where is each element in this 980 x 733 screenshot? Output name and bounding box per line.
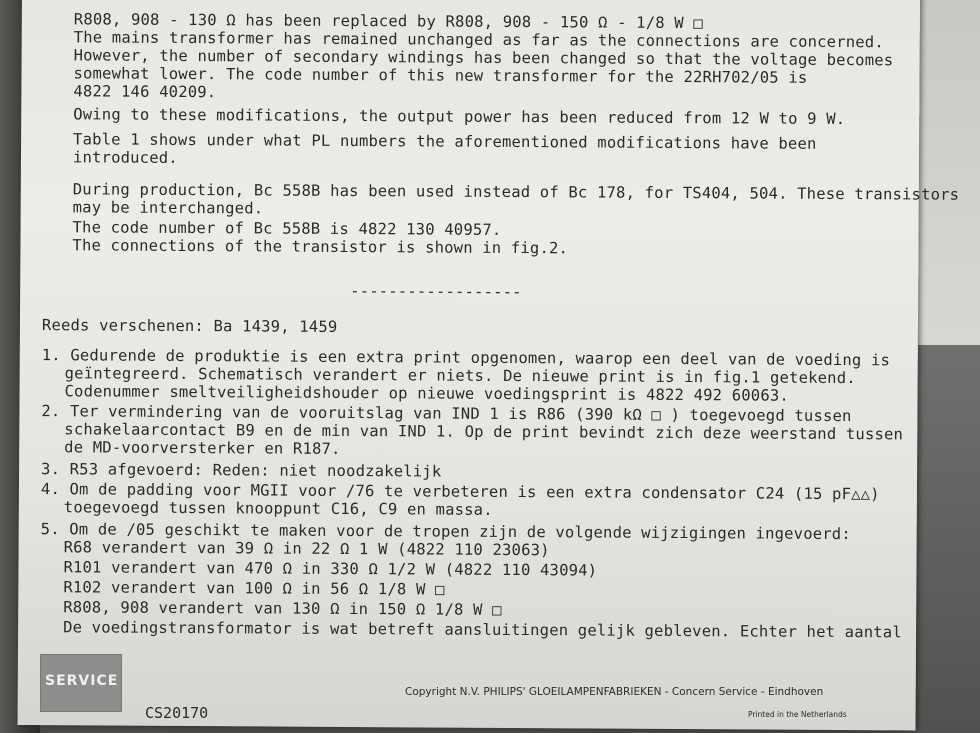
- service-logo-text: SERVICE: [45, 673, 119, 689]
- english-line-10: may be interchanged.: [72, 198, 264, 218]
- dutch-line-9: toegevoegd tussen knooppunt C16, C9 en massa.: [63, 498, 493, 519]
- english-line-4: somewhat lower. The code number of this new transformer for the 22RH702/05 is: [73, 64, 808, 87]
- english-line-8: introduced.: [72, 148, 178, 167]
- section-separator: ------------------: [350, 282, 522, 302]
- dutch-line-2: geïntegreerd. Schematisch verandert er niets. De nieuwe print is in fig.1 getekend.: [64, 364, 856, 388]
- english-line-7: Table 1 shows under what PL numbers the aforementioned modifications have been: [73, 130, 817, 153]
- dutch-line-12: R101 verandert van 470 Ω in 330 Ω 1/2 W (4822 110 43094): [63, 558, 598, 580]
- service-logo: [40, 654, 122, 712]
- english-line-11: The code number of Bc 558B is 4822 130 40957.: [72, 218, 502, 239]
- dutch-line-5: schakelaarcontact B9 en de min van IND 1. Op de print bevindt zich deze weerstand tussen: [64, 420, 904, 444]
- dutch-line-14: R808, 908 verandert van 130 Ω in 150 Ω 1/8 W □: [63, 598, 502, 619]
- english-line-9: During production, Bc 558B has been used instead of Bc 178, for TS404, 504. These transistors: [72, 180, 960, 204]
- document-page: [18, 0, 960, 730]
- dutch-heading: Reeds verschenen: Ba 1439, 1459: [41, 316, 338, 336]
- dutch-line-7: 3. R53 afgevoerd: Reden: niet noodzakelijk: [41, 460, 442, 481]
- english-line-2: The mains transformer has remained unchanged as far as the connections are concerned.: [73, 28, 884, 52]
- dutch-line-8: 4. Om de padding voor MGII voor /76 te verbeteren is een extra condensator C24 (15 pF△△): [40, 480, 880, 504]
- dutch-line-3: Codenummer smeltveiligheidshouder op nieuwe voedingsprint is 4822 492 60063.: [64, 382, 790, 405]
- document-code-number: CS20170: [145, 704, 209, 722]
- dutch-line-1: 1. Gedurende de produktie is een extra print opgenomen, waarop een deel van de voeding is: [41, 346, 891, 370]
- copyright-notice: Copyright N.V. PHILIPS' GLOEILAMPENFABRIEKEN - Concern Service - Eindhoven: [405, 686, 824, 698]
- dutch-line-11: R68 verandert van 39 Ω in 22 Ω 1 W (4822 110 23063): [63, 538, 550, 560]
- printed-in-note: Printed in the Netherlands: [748, 710, 847, 719]
- dutch-line-6: de MD-voorversterker en R187.: [64, 438, 341, 458]
- background-right-top: [918, 0, 980, 345]
- dutch-line-13: R102 verandert van 100 Ω in 56 Ω 1/8 W □: [63, 578, 445, 599]
- dutch-line-10: 5. Om de /05 geschikt te maken voor de tropen zijn de volgende wijzigingen ingevoerd:: [40, 520, 851, 544]
- dutch-line-4: 2. Ter vermindering van de vooruitslag van IND 1 is R86 (390 kΩ □ ) toegevoegd tussen: [41, 402, 852, 426]
- english-line-3: However, the number of secondary windings has been changed so that the voltage becomes: [73, 46, 894, 70]
- english-line-6: Owing to these modifications, the output power has been reduced from 12 W to 9 W.: [73, 105, 846, 129]
- english-line-1: R808, 908 - 130 Ω has been replaced by R808, 908 - 150 Ω - 1/8 W □: [73, 10, 703, 33]
- english-line-5: 4822 146 40209.: [73, 82, 217, 102]
- english-line-12: The connections of the transistor is shown in fig.2.: [72, 236, 569, 258]
- dutch-line-15: De voedingstransformator is wat betreft aansluitingen gelijk gebleven. Echter het aantal: [63, 618, 902, 642]
